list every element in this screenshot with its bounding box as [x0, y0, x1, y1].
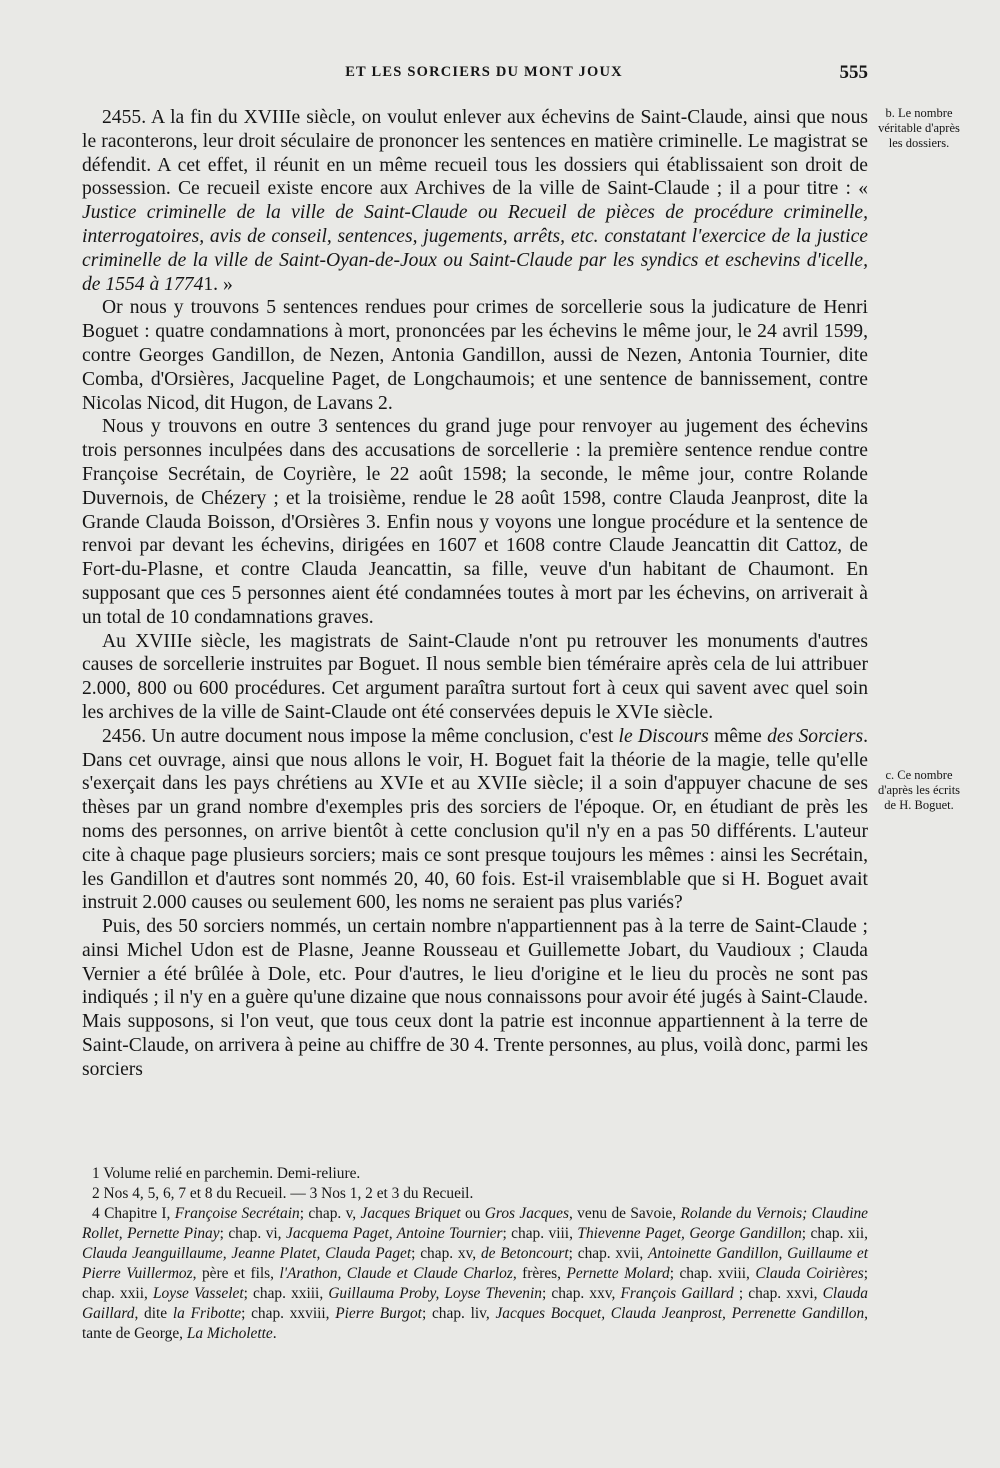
- footnote-text: ; chap. xviii,: [669, 1265, 756, 1282]
- footnote-name: Jacques Briquet: [360, 1205, 461, 1222]
- footnote-text: ; chap. xxv,: [541, 1285, 621, 1302]
- footnote-name: Clauda Gaillard: [82, 1285, 868, 1322]
- footnote-name: Loyse Vasselet: [152, 1285, 244, 1302]
- page-number: 555: [839, 62, 868, 83]
- footnote-text: ; chap. vi,: [219, 1225, 286, 1242]
- footnote-4: [82, 1204, 868, 1344]
- footnote-text: ; chap. liv,: [421, 1305, 496, 1322]
- main-text: [82, 106, 868, 1082]
- footnote-ref: 1. »: [203, 273, 233, 295]
- footnote-text: ; chap. xxiii,: [243, 1285, 329, 1302]
- footnote-name: Jacquema Paget, Antoine Tournier: [285, 1225, 503, 1242]
- footnote-text: ; chap. viii,: [502, 1225, 578, 1242]
- page-header: [100, 62, 868, 88]
- paragraph-sentences: Or nous y trouvons 5 sentences rendues pour crimes de sorcellerie sous la judicature de Henri Boguet : quatre condamnations à mort, prononcées par les échevins le même jour, le 24 avril 1599, contre Georges Gandillon, de Nezen, Antonia Gandillon, aussi de Nezen, Antonia Tournier, dite Comba, d'Orsières, Jacqueline Paget, de Longchaumois; et une sentence de bannissement, contre Nicolas Nicod, dit Hugon, de Lavans 2.: [82, 297, 868, 414]
- footnotes: [82, 1164, 868, 1344]
- footnote-name: Clauda Jeanguillaume, Jeanne Platet, Clauda Paget: [82, 1245, 412, 1262]
- italic-text: des Sorciers: [767, 725, 864, 747]
- footnote-text: ; chap. v,: [299, 1205, 361, 1222]
- paragraph-xviii-siecle: Au XVIIIe siècle, les magistrats de Saint-Claude n'ont pu retrouver les monuments d'autres causes de sorcellerie instruites par Boguet. Il nous semble bien téméraire après cela de lui attribuer 2.000, 800 ou 600 procédures. Cet argument paraîtra surtout fort à ceux qui savent avec quel soin les archives de la ville de Saint-Claude ont été conservées depuis le XVIe siècle.: [82, 630, 868, 723]
- paragraph-text: . Dans cet ouvrage, ainsi que nous allons le voir, H. Boguet fait la théorie de la magie, telle qu'elle s'exerçait dans les pays chrétiens au XVIe et au XVIIe siècle; il a soin d'appuyer chacune de ses thèses par un grand nombre d'exemples pris des sorciers de l'époque. Or, en étudiant de près les noms des personnes, on arrive bientôt à cette conclusion qu'il n'y en a pas 50 différents. L'auteur cite à chaque page plusieurs sorciers; mais ce sont presque toujours les mêmes : ainsi les Secrétain, les Gandillon et d'autres sont nommés 20, 40, 60 fois. Est-il vraisemblable que si H. Boguet avait instruit 2.000 causes ou seulement 600, les noms ne seraient pas plus variés?: [82, 725, 868, 914]
- footnote-text: , frères,: [512, 1265, 567, 1282]
- italic-text: le Discours: [618, 725, 709, 747]
- footnote-name: Guillauma Proby, Loyse Thevenin: [328, 1285, 542, 1302]
- footnote-text: ou: [460, 1205, 485, 1222]
- footnote-name: de Betoncourt: [480, 1245, 569, 1262]
- footnote-text: ; chap. xv,: [411, 1245, 481, 1262]
- margin-note-b: b. Le nombre véritable d'après les dossiers.: [878, 106, 960, 150]
- running-title: ET LES SORCIERS DU MONT JOUX: [345, 64, 623, 80]
- paragraph-text: 2456. Un autre document nous impose la même conclusion, c'est: [102, 725, 619, 747]
- footnote-name: Pierre Burgot: [335, 1305, 422, 1322]
- paragraph-2456: [82, 725, 868, 915]
- quoted-title: Justice criminelle de la ville de Saint-Claude ou Recueil de pièces de procédure criminelle, interrogatoires, avis de conseil, sentences, jugements, arrêts, etc. constatant l'exercice de la justice criminelle de la ville de Saint-Oyan-de-Joux ou Saint-Claude par les syndics et eschevins d'icelle, de 1554 à 1774: [82, 202, 868, 295]
- paragraph-50-sorciers: Puis, des 50 sorciers nommés, un certain nombre n'appartiennent pas à la terre de Saint-Claude ; ainsi Michel Udon est de Plasne, Jeanne Rousseau et Guillemette Jobart, du Vaudioux ; Clauda Vernier a été brûlée à Dole, etc. Pour d'autres, le lieu d'origine et le lieu du procès ne sont pas indiqués ; il n'y en a guère qu'une dizaine que nous connaissons pour avoir été jugés à Saint-Claude. Mais supposons, si l'on veut, que tous ceux dont la patrie est inconnue appartiennent à la terre de Saint-Claude, on arrivera à peine au chiffre de 30 4. Trente personnes, au plus, voilà donc, parmi les sorciers: [82, 916, 868, 1080]
- footnote-2-3: 2 Nos 4, 5, 6, 7 et 8 du Recueil. — 3 Nos 1, 2 et 3 du Recueil.: [92, 1185, 474, 1202]
- footnote-text: ; chap. xxvi,: [733, 1285, 823, 1302]
- footnote-text: ; chap. xxii,: [82, 1265, 869, 1302]
- footnote-name: Thievenne Paget, George Gandillon: [577, 1225, 802, 1242]
- footnote-name: François Gaillard: [620, 1285, 734, 1302]
- footnote-name: La Micholette: [186, 1325, 273, 1342]
- paragraph-text: 2455. A la fin du XVIIIe siècle, on voulut enlever aux échevins de Saint-Claude, ainsi que nous le raconterons, leur droit séculaire de prononcer les sentences en matière criminelle. Le magistrat se défendit. A cet effet, il réunit en un même recueil tous les dossiers qui établissaient son droit de possession. Ce recueil existe encore aux Archives de la ville de Saint-Claude ; il a pour titre : «: [82, 107, 868, 200]
- footnote-name: la Fribotte: [172, 1305, 242, 1322]
- footnote-text: , venu de Savoie,: [568, 1205, 681, 1222]
- footnote-name: Antoinette Gandillon, Guillaume et Pierre Vuillermoz: [82, 1245, 869, 1282]
- margin-note-c: c. Ce nombre d'après les écrits de H. Boguet.: [877, 768, 961, 812]
- footnote-name: l'Arathon, Claude et Claude Charloz: [279, 1265, 513, 1282]
- footnote-text: ; chap. xxviii,: [241, 1305, 336, 1322]
- paragraph-grand-juge: Nous y trouvons en outre 3 sentences du grand juge pour renvoyer au jugement des échevins trois personnes inculpées dans des accusations de sorcellerie : la première sentence rendue contre Françoise Secrétain, de Coyrière, le 22 août 1598; la seconde, le même jour, contre Rolande Duvernois, de Chézery ; et la troisième, rendue le 28 août 1598, contre Clauda Jeanprost, dite la Grande Clauda Boisson, d'Orsières 3. Enfin nous y voyons une longue procédure et la sentence de renvoi par devant les échevins, dirigées en 1607 et 1608 contre Claude Jeancattin dit Cattoz, de Fort-du-Plasne, et contre Clauda Jeancattin, sa fille, veuve d'un habitant de Chaumont. En supposant que ces 5 personnes aient été condamnées toutes à mort par les échevins, on arriverait à un total de 10 condamnations graves.: [82, 416, 868, 628]
- footnote-name: Pernette Molard: [566, 1265, 670, 1282]
- footnote-text: ; chap. xvii,: [568, 1245, 649, 1262]
- footnote-name: Clauda Coirières: [755, 1265, 864, 1282]
- paragraph-2455: [82, 106, 868, 296]
- footnote-text: 4 Chapitre I,: [92, 1205, 175, 1222]
- footnote-name: Jacques Bocquet, Clauda Jeanprost, Perrenette Gandillon: [495, 1305, 865, 1322]
- footnote-name: Françoise Secrétain: [174, 1205, 300, 1222]
- footnote-text: ; chap. xii,: [801, 1225, 869, 1242]
- footnote-text: , père et fils,: [192, 1265, 280, 1282]
- footnote-1: 1 Volume relié en parchemin. Demi-reliure.: [92, 1165, 361, 1182]
- paragraph-text: même: [708, 725, 768, 747]
- footnote-name: Gros Jacques: [484, 1205, 569, 1222]
- footnote-text: , tante de George,: [82, 1305, 869, 1342]
- footnote-text: , dite: [134, 1305, 173, 1322]
- footnote-text: .: [272, 1325, 277, 1342]
- footnote-name: Rolande du Vernois; Claudine Rollet, Pernette Pinay: [82, 1205, 868, 1242]
